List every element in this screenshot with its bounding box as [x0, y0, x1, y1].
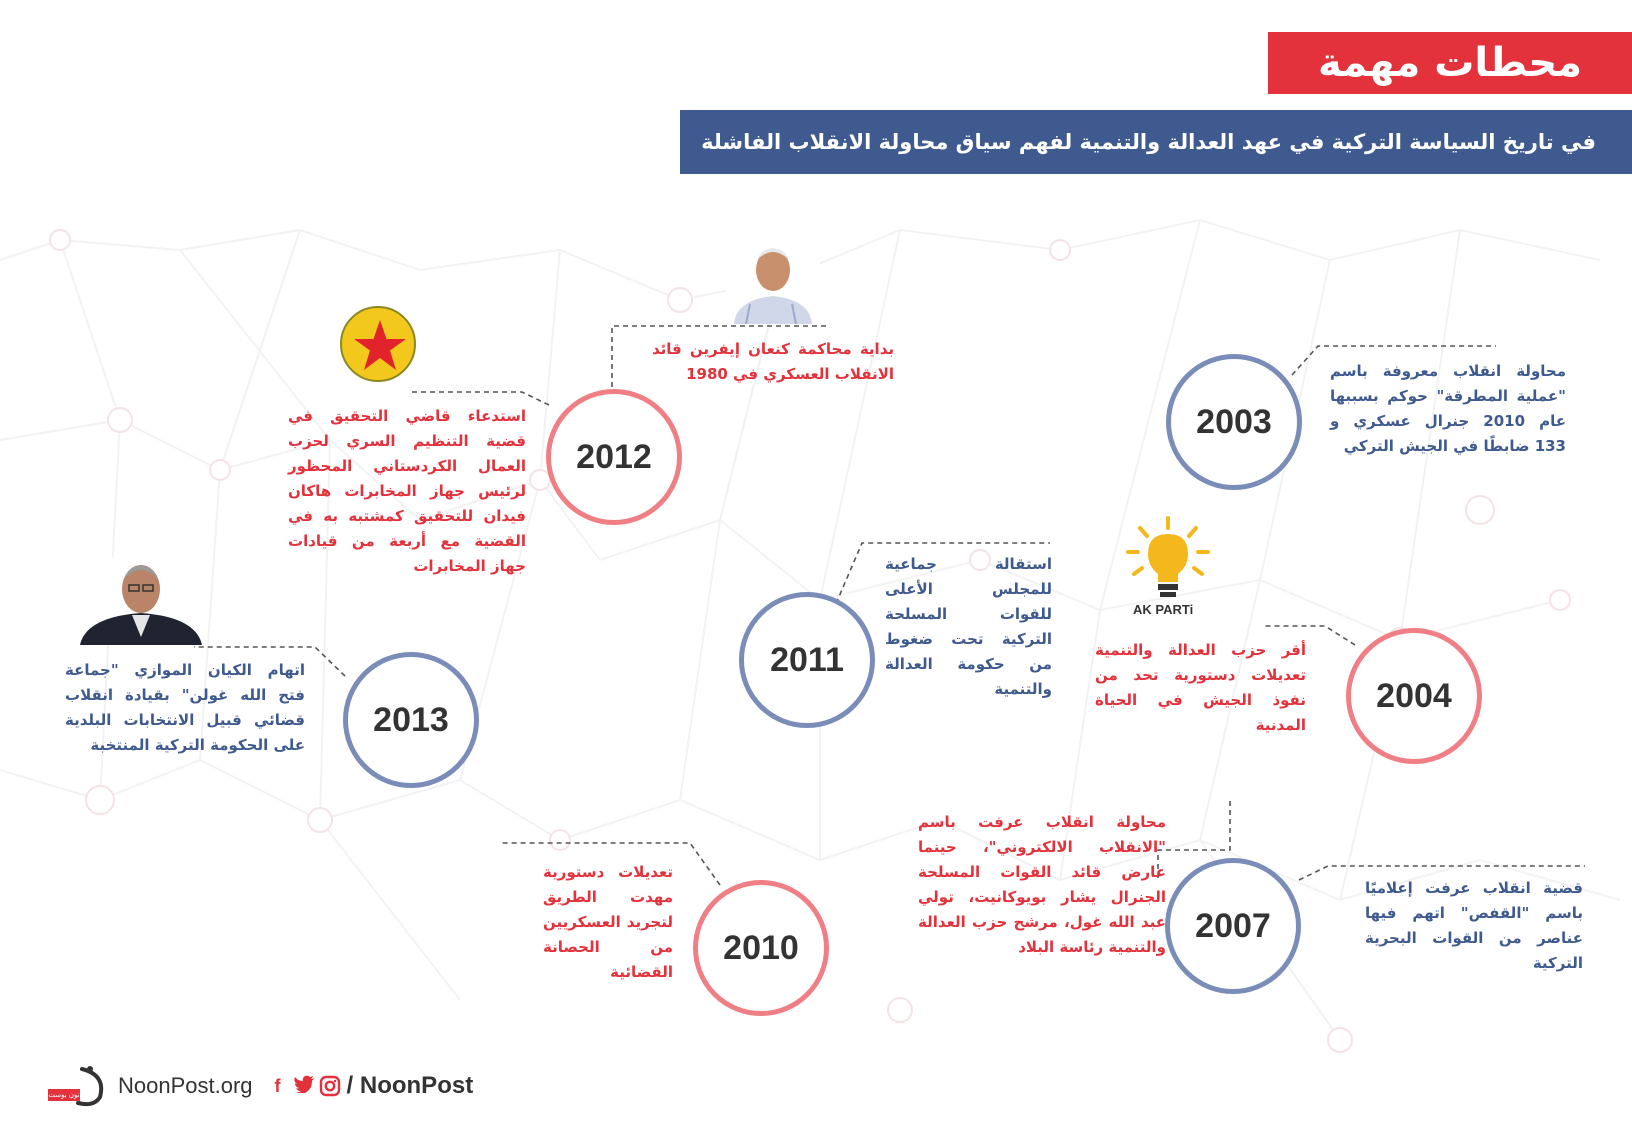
year-label: 2013 [373, 700, 449, 739]
akp-logo [1126, 516, 1210, 602]
event-2004-text: أقر حزب العدالة والتنمية تعديلات دستورية تحد من نفوذ الجيش في الحياة المدنية [1095, 641, 1306, 734]
year-2013-circle [343, 652, 479, 788]
noonpost-logo-text: نون بوست [48, 1091, 80, 1099]
year-2004-circle [1346, 628, 1482, 764]
twitter-icon[interactable] [293, 1075, 315, 1097]
year-2012-circle [546, 389, 682, 525]
social-handle[interactable]: / NoonPost [346, 1072, 474, 1099]
year-2010-circle [693, 880, 829, 1016]
year-label: 2004 [1376, 676, 1452, 715]
noonpost-logo [48, 1063, 112, 1109]
pkk-flag-emblem [340, 306, 416, 382]
site-url-link[interactable]: NoonPost.org [118, 1073, 253, 1098]
page-subtitle: في تاريخ السياسة التركية في عهد العدالة والتنمية لفهم سياق محاولة الانقلاب الفاشلة [680, 110, 1632, 174]
social-icons [267, 1075, 341, 1097]
event-2011-text: استقالة جماعية للمجلس الأعلى للقوات المسلحة التركية تحت ضغوط من حكومة العدالة والتنمية [885, 555, 1052, 698]
facebook-icon[interactable]: f [274, 1076, 281, 1096]
fethullah-gulen-photo [80, 557, 202, 645]
year-2003-circle [1166, 354, 1302, 490]
kenan-evren-photo [726, 238, 820, 324]
event-2003-text: محاولة انقلاب معروفة باسم "عملية المطرقة" حوكم بسببها عام 2010 جنرال عسكري و 133 ضابطًا في الجيش التركي [1330, 362, 1566, 455]
year-label: 2003 [1196, 402, 1272, 441]
event-2007-left-text: محاولة انقلاب عرفت باسم "الانقلاب الالكتروني"، حينما عارض قائد القوات المسلحة الجنرال يشار بويوكانيت، تولي عبد الله غول، مرشح حزب العدالة والتنمية رئاسة البلاد [918, 813, 1166, 956]
year-label: 2012 [576, 437, 652, 476]
footer [48, 1063, 473, 1109]
instagram-icon[interactable] [319, 1075, 341, 1097]
year-label: 2007 [1195, 906, 1271, 945]
event-2013-text: اتهام الكيان الموازي "جماعة فتح الله غولن" بقيادة انقلاب قضائي قبيل الانتخابات البلدية على الحكومة التركية المنتخبة [65, 661, 305, 754]
event-2012-left-text: استدعاء قاضي التحقيق في قضية التنظيم السري لحزب العمال الكردستاني المحظور لرئيس جهاز المخابرات هاكان فيدان للتحقيق كمشتبه به في القضية مع أربعة من قيادات جهاز المخابرات [288, 407, 526, 575]
event-2012-top-text: بداية محاكمة كنعان إيفرين قائد الانقلاب العسكري في 1980 [652, 340, 894, 383]
event-2007-right-text: قضية انقلاب عرفت إعلاميًا باسم "القفص" اتهم فيها عناصر من القوات البحرية التركية [1365, 879, 1583, 972]
page-title: محطات مهمة [1268, 32, 1632, 94]
year-label: 2011 [770, 640, 844, 679]
year-label: 2010 [723, 928, 799, 967]
year-2007-circle [1165, 858, 1301, 994]
akp-label: AK PARTi [1133, 602, 1194, 617]
event-2010-text: تعديلات دستورية مهدت الطريق لتجريد العسكريين من الحصانة القضائية [543, 863, 673, 981]
year-2011-circle [739, 592, 875, 728]
